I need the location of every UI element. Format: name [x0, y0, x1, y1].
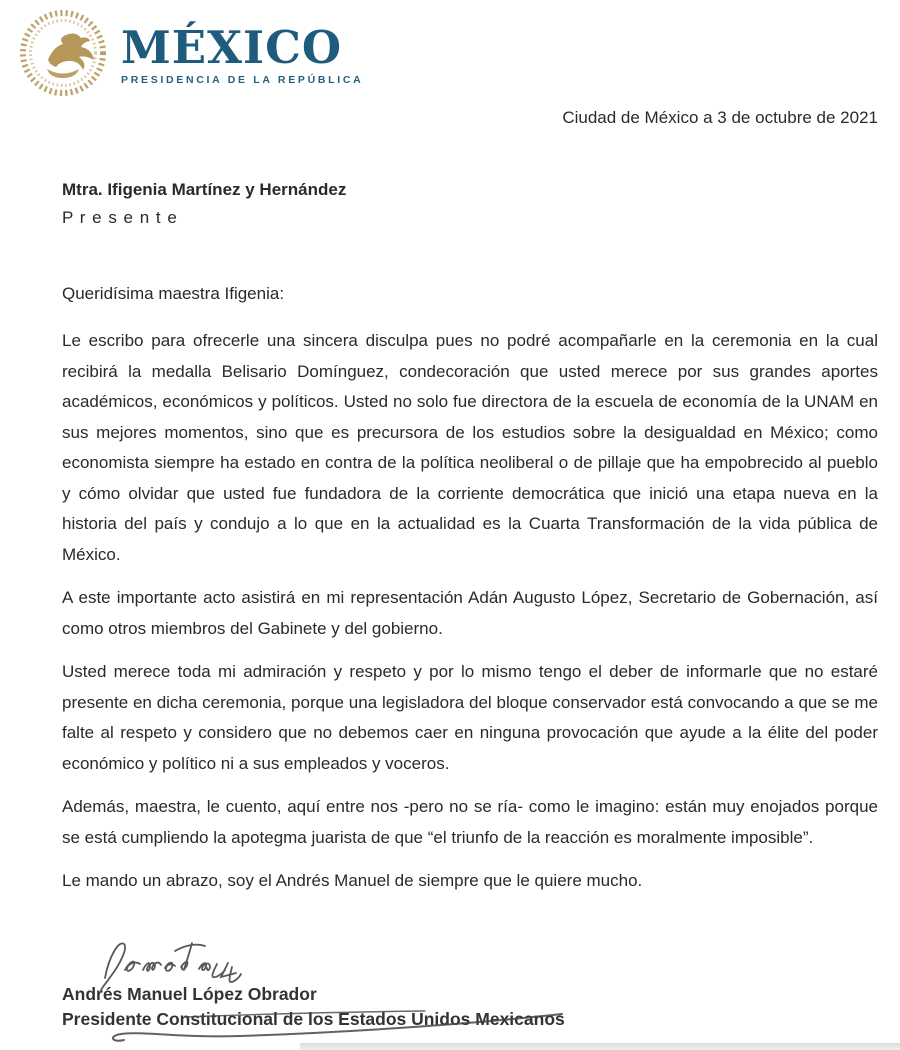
recipient-presente: P r e s e n t e [62, 208, 178, 227]
letter-paragraph: Le escribo para ofrecerle una sincera disculpa pues no podré acompañarle en la ceremonia en la cual recibirá la medalla Belisario Domínguez, condecoración que usted merece por sus grandes aportes académicos, económicos y políticos. Usted no solo fue directora de la escuela de economía de la UNAM en sus mejores momentos, sino que es precursora de los estudios sobre la desigualdad en México; como economista siempre ha estado en contra de la política neoliberal o de pillaje que ha empobrecido al pueblo y cómo olvidar que usted fue fundadora de la corriente democrática que inició una etapa nueva en la historia del país y condujo a lo que en la actualidad es la Cuarta Transformación de la vida pública de México. [62, 331, 878, 564]
mexican-national-seal-icon [18, 8, 108, 98]
salutation: Queridísima maestra Ifigenia: [62, 284, 285, 303]
letter-paragraph: Además, maestra, le cuento, aquí entre nos -pero no se ría- como le imagino: están muy enojados porque se está cumpliendo la apotegma juarista de que “el triunfo de la reacción es moralmente imposible”. [62, 797, 878, 847]
scan-artifact-bar [300, 1043, 900, 1050]
signature-flourish [100, 1000, 580, 1048]
letter-paragraph: A este importante acto asistirá en mi representación Adán Augusto López, Secretario de Gobernación, así como otros miembros del Gabinete y del gobierno. [62, 588, 878, 638]
signer-name: Andrés Manuel López Obrador [62, 984, 317, 1004]
brand-block [121, 21, 363, 86]
brand-title: MÉXICO [121, 20, 343, 74]
date-line: Ciudad de México a 3 de octubre de 2021 [562, 108, 878, 127]
letter-paragraph: Usted merece toda mi admiración y respeto y por lo mismo tengo el deber de informarle que no estaré presente en dicha ceremonia, porque una legisladora del bloque conservador está convocando a que se me falte al respeto y considero que no debemos caer en ninguna provocación que ayude a la élite del poder económico y político ni a sus empleados y voceros. [62, 662, 878, 773]
recipient-block [62, 176, 346, 232]
brand-subtitle: PRESIDENCIA DE LA REPÚBLICA [121, 73, 364, 86]
letterhead [18, 8, 363, 98]
signer-title: Presidente Constitucional de los Estados Unidos Mexicanos [62, 1009, 565, 1029]
recipient-name: Mtra. Ifigenia Martínez y Hernández [62, 180, 347, 199]
letter-body [62, 326, 878, 910]
letter-paragraph: Le mando un abrazo, soy el Andrés Manuel de siempre que le quiere mucho. [62, 871, 643, 890]
